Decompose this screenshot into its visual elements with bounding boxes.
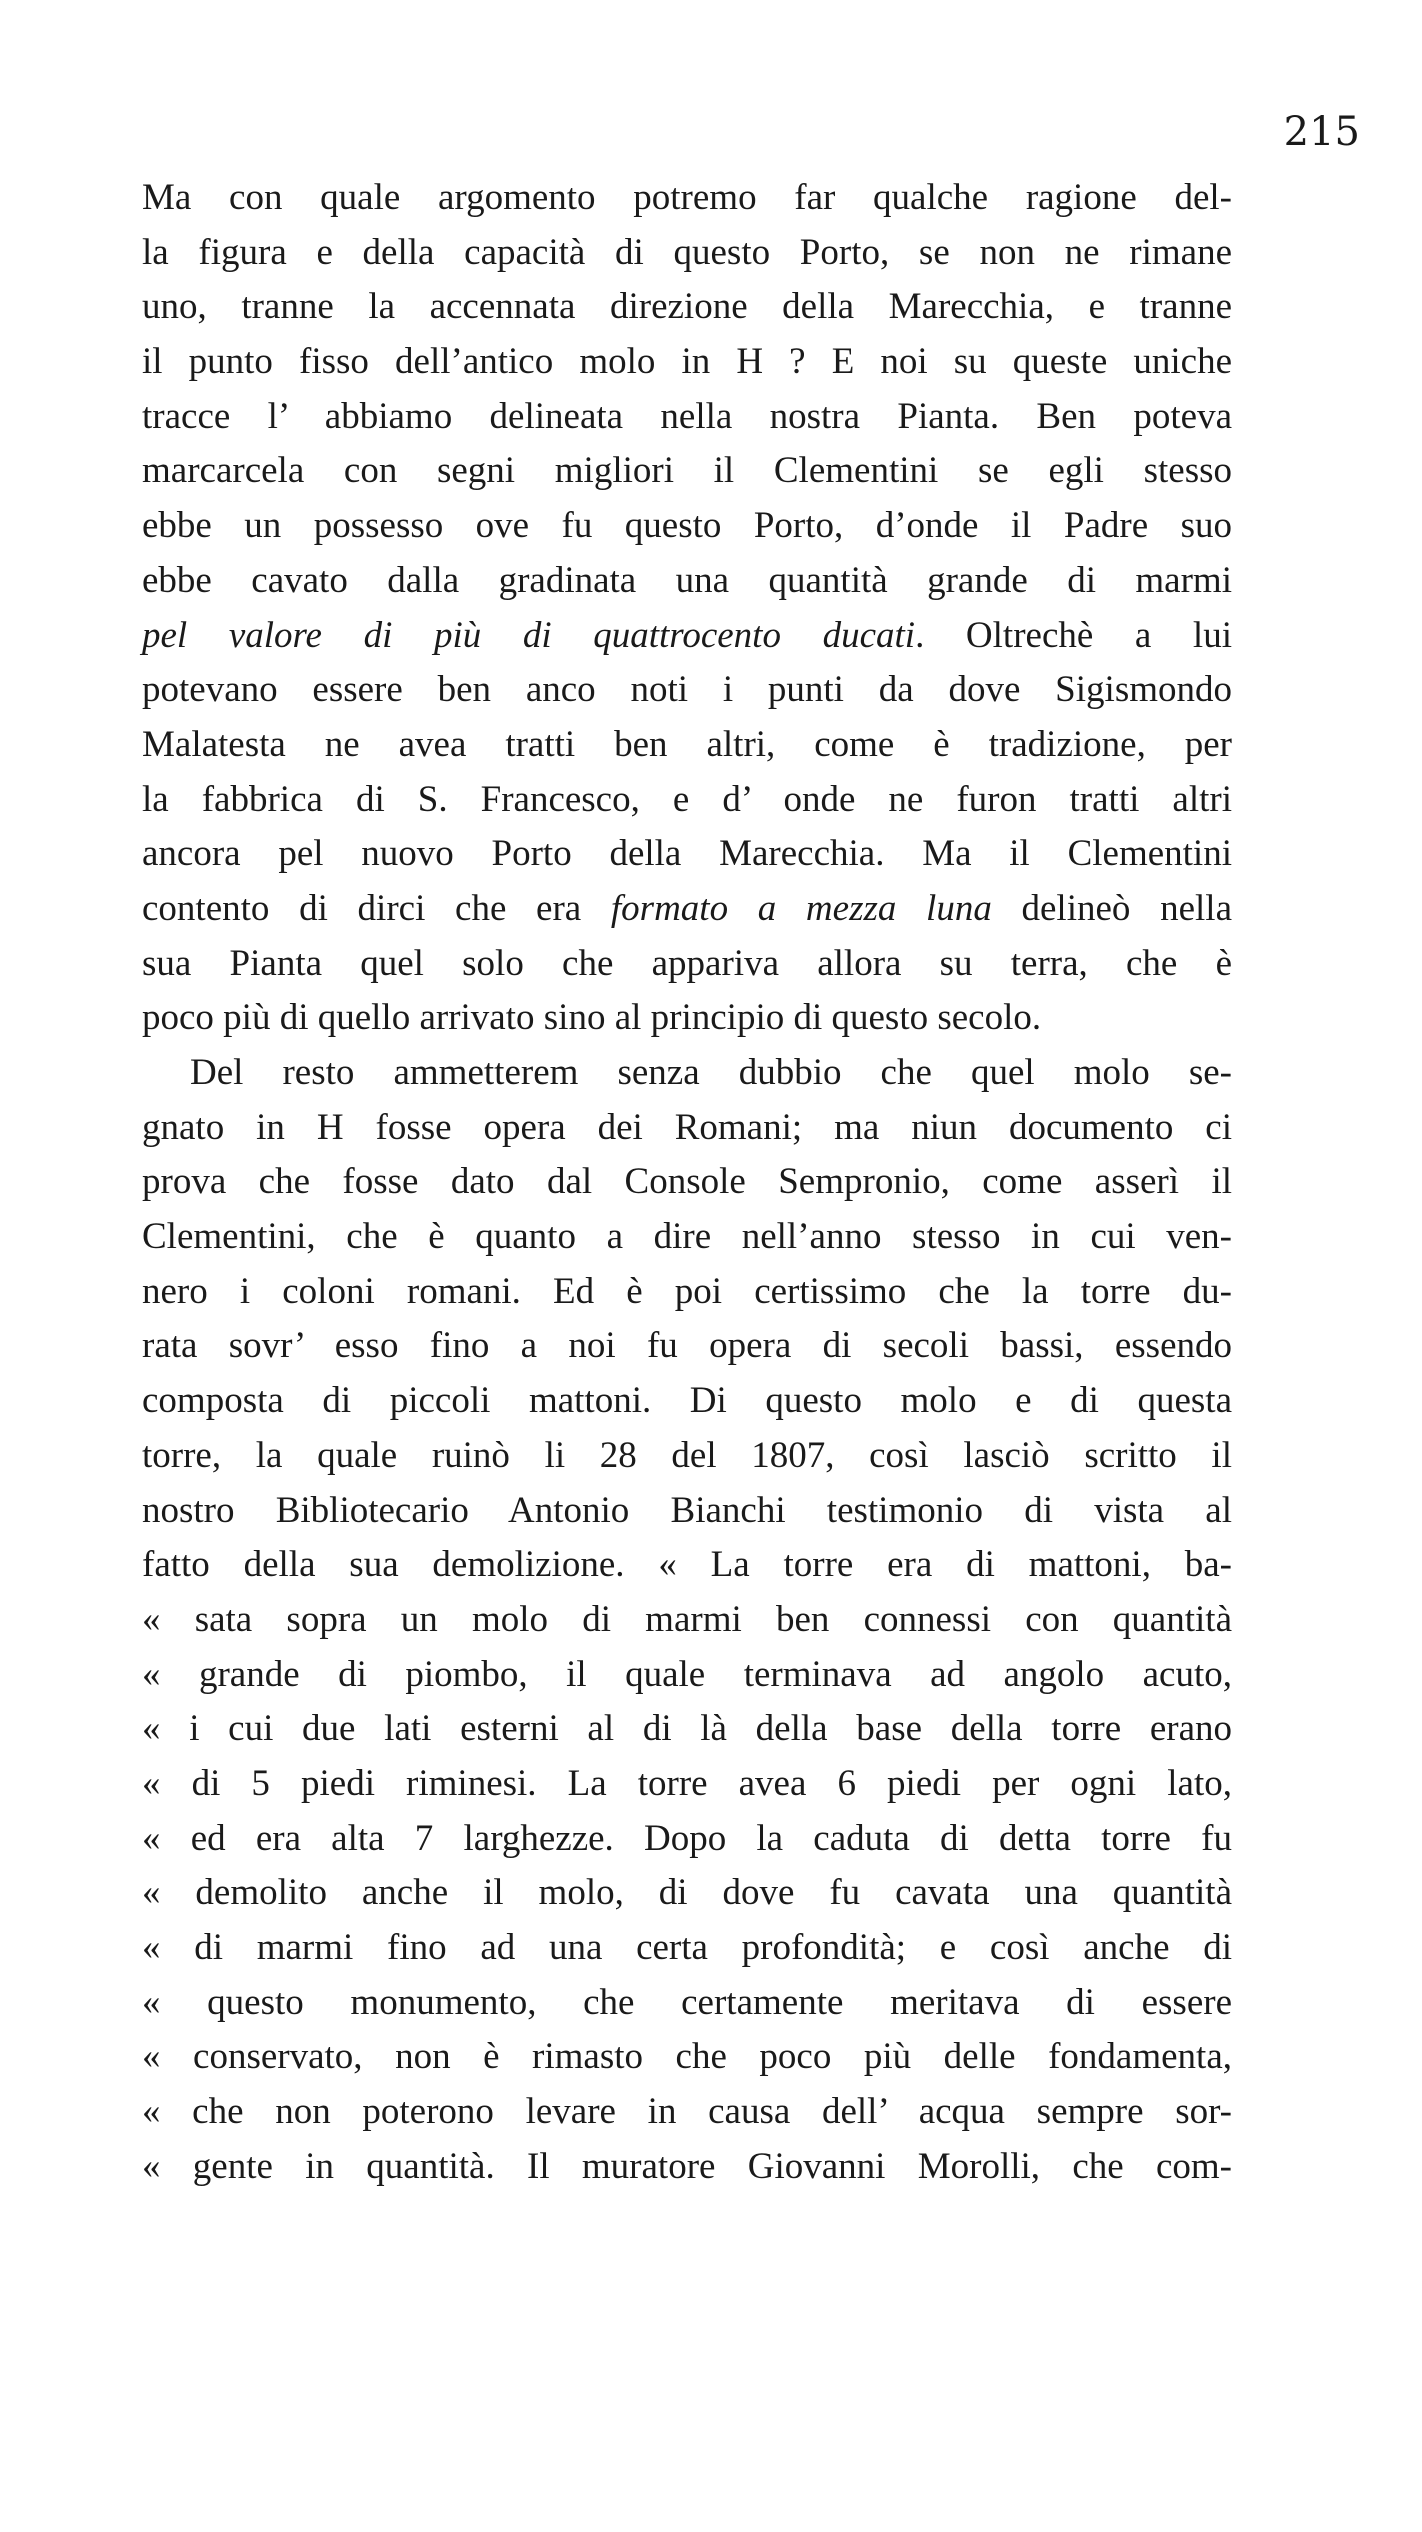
text-segment: « conservato, non è rimasto che poco più delle fondamenta, bbox=[142, 2036, 1232, 2078]
text-line bbox=[142, 937, 1232, 992]
text-line bbox=[142, 718, 1232, 773]
text-segment: marcarcela con segni migliori il Clementini se egli stesso bbox=[142, 450, 1232, 492]
text-segment: « di 5 piedi riminesi. La torre avea 6 piedi per ogni lato, bbox=[142, 1762, 1232, 1804]
text-line bbox=[142, 171, 1232, 226]
text-segment: Ma con quale argomento potremo far qualche ragione del- bbox=[142, 177, 1232, 218]
body-text bbox=[142, 171, 1232, 2194]
text-line bbox=[142, 882, 1232, 937]
text-segment: ebbe un possesso ove fu questo Porto, d’onde il Padre suo bbox=[142, 505, 1232, 547]
text-line bbox=[142, 226, 1232, 281]
text-line bbox=[142, 1812, 1232, 1867]
text-segment: Malatesta ne avea tratti ben altri, come è tradizione, per bbox=[142, 723, 1232, 765]
text-line bbox=[142, 1046, 1232, 1101]
text-segment: « i cui due lati esterni al di là della base della torre erano bbox=[142, 1708, 1232, 1750]
text-segment: « gente in quantità. Il muratore Giovanni Morolli, che com- bbox=[142, 2145, 1232, 2187]
text-line bbox=[142, 1429, 1232, 1484]
text-segment: tracce l’ abbiamo delineata nella nostra Pianta. Ben poteva bbox=[142, 395, 1232, 437]
text-segment: contento di dirci che era bbox=[142, 887, 611, 929]
text-segment: « questo monumento, che certamente meritava di essere bbox=[142, 1981, 1232, 2023]
text-segment: nostro Bibliotecario Antonio Bianchi testimonio di vista al bbox=[142, 1489, 1232, 1531]
text-line bbox=[142, 1101, 1232, 1156]
text-segment: « demolito anche il molo, di dove fu cavata una quantità bbox=[142, 1872, 1232, 1914]
text-segment: la figura e della capacità di questo Porto, se non ne rimane bbox=[142, 231, 1232, 273]
text-segment: rata sovr’ esso fino a noi fu opera di secoli bassi, essendo bbox=[142, 1325, 1232, 1367]
text-line bbox=[142, 1374, 1232, 1429]
text-line bbox=[142, 1757, 1232, 1812]
text-segment: gnato in H fosse opera dei Romani; ma niun documento ci bbox=[142, 1106, 1232, 1148]
text-line bbox=[142, 280, 1232, 335]
text-line bbox=[142, 1155, 1232, 1210]
text-segment: « grande di piombo, il quale terminava ad angolo acuto, bbox=[142, 1653, 1232, 1695]
italic-text-segment: pel valore di più di quattrocento ducati bbox=[142, 614, 916, 656]
text-segment: Clementini, che è quanto a dire nell’anno stesso in cui ven- bbox=[142, 1216, 1232, 1258]
text-segment: « che non poterono levare in causa dell’ acqua sempre sor- bbox=[142, 2091, 1232, 2133]
text-segment: il punto fisso dell’antico molo in H ? E noi su queste uniche bbox=[142, 341, 1232, 383]
text-segment: potevano essere ben anco noti i punti da dove Sigismondo bbox=[142, 669, 1232, 711]
page-number: 215 bbox=[1283, 109, 1360, 155]
text-line bbox=[142, 991, 1232, 1046]
text-line bbox=[142, 1210, 1232, 1265]
text-segment: ebbe cavato dalla gradinata una quantità grande di marmi bbox=[142, 559, 1232, 601]
text-line bbox=[142, 1976, 1232, 2031]
text-line bbox=[142, 609, 1232, 664]
text-line bbox=[142, 1484, 1232, 1539]
text-line bbox=[142, 827, 1232, 882]
text-segment: . Oltrechè a lui bbox=[915, 614, 1232, 656]
italic-text-segment: formato a mezza luna bbox=[610, 887, 992, 929]
text-line bbox=[142, 1702, 1232, 1757]
text-line bbox=[142, 554, 1232, 609]
text-line bbox=[142, 663, 1232, 718]
text-segment: « ed era alta 7 larghezze. Dopo la caduta di detta torre fu bbox=[142, 1817, 1232, 1859]
text-line bbox=[142, 1265, 1232, 1320]
text-segment: nero i coloni romani. Ed è poi certissimo che la torre du- bbox=[142, 1270, 1232, 1312]
text-line bbox=[142, 773, 1232, 828]
text-line bbox=[142, 390, 1232, 445]
text-segment: Del resto ammetterem senza dubbio che quel molo se- bbox=[190, 1052, 1232, 1093]
text-segment: sua Pianta quel solo che appariva allora su terra, che è bbox=[142, 942, 1232, 984]
text-segment: poco più di quello arrivato sino al principio di questo secolo. bbox=[142, 997, 1042, 1039]
text-line bbox=[142, 1921, 1232, 1976]
text-line bbox=[142, 1319, 1232, 1374]
text-line bbox=[142, 335, 1232, 390]
text-line bbox=[142, 1538, 1232, 1593]
text-segment: la fabbrica di S. Francesco, e d’ onde ne furon tratti altri bbox=[142, 778, 1232, 820]
text-line bbox=[142, 444, 1232, 499]
text-segment: prova che fosse dato dal Console Sempronio, come asserì il bbox=[142, 1161, 1232, 1203]
text-segment: delineò nella bbox=[991, 887, 1232, 929]
text-segment: ancora pel nuovo Porto della Marecchia. Ma il Clementini bbox=[142, 833, 1232, 875]
text-line bbox=[142, 1866, 1232, 1921]
text-line bbox=[142, 1593, 1232, 1648]
text-segment: torre, la quale ruinò li 28 del 1807, così lasciò scritto il bbox=[142, 1434, 1232, 1476]
text-line bbox=[142, 1648, 1232, 1703]
text-line bbox=[142, 2085, 1232, 2140]
text-line bbox=[142, 2140, 1232, 2195]
text-segment: « di marmi fino ad una certa profondità; e così anche di bbox=[142, 1927, 1232, 1968]
text-segment: « sata sopra un molo di marmi ben connessi con quantità bbox=[142, 1598, 1232, 1640]
text-segment: uno, tranne la accennata direzione della Marecchia, e tranne bbox=[142, 286, 1232, 328]
text-line bbox=[142, 499, 1232, 554]
text-segment: composta di piccoli mattoni. Di questo molo e di questa bbox=[142, 1380, 1232, 1422]
text-segment: fatto della sua demolizione. « La torre era di mattoni, ba- bbox=[142, 1544, 1232, 1586]
text-line bbox=[142, 2030, 1232, 2085]
